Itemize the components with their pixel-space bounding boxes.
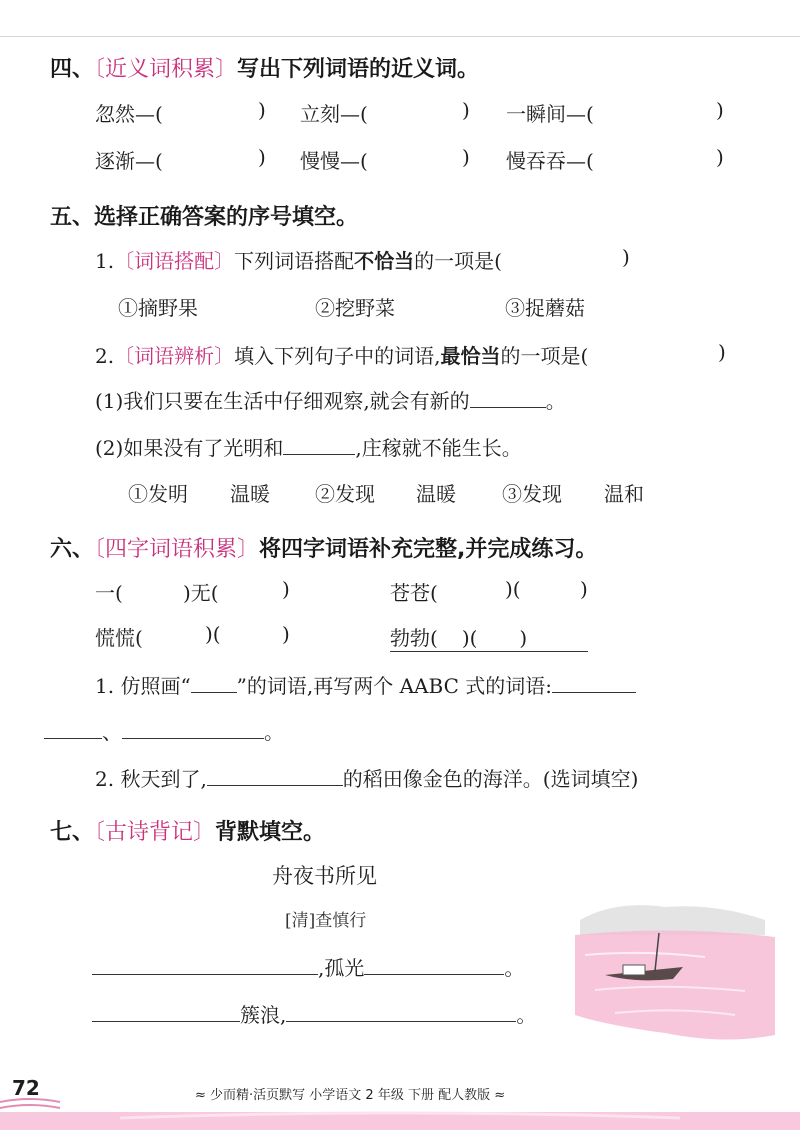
poem-title: 舟夜书所见 <box>272 864 377 888</box>
q-bold: 最恰当 <box>440 344 501 368</box>
q-bold: 不恰当 <box>354 249 415 273</box>
q-text: 填入下列句子中的词语, <box>234 344 441 368</box>
fill-blank[interactable] <box>552 672 636 693</box>
poem-line-1 <box>92 952 524 981</box>
sentence-end: ,庄稼就不能生长。 <box>355 436 522 460</box>
q-text: 下列词语搭配 <box>234 249 355 273</box>
q-text: 2. 秋天到了, <box>95 767 207 791</box>
boat-illustration <box>575 895 775 1045</box>
synonym-item: 忽然—( <box>95 102 163 126</box>
section5-number: 五、 <box>50 205 95 230</box>
idiom-part: ) <box>282 622 290 646</box>
q-tag: 〔词语搭配〕 <box>114 249 235 273</box>
paren-close: ) <box>258 98 266 122</box>
fill-blank[interactable] <box>92 1001 240 1022</box>
idiom-part: )( <box>205 622 221 646</box>
q-number: 2. <box>95 344 115 368</box>
word: 慢慢 <box>300 149 340 173</box>
fill-blank[interactable] <box>470 387 546 408</box>
fill-blank[interactable] <box>286 1001 516 1022</box>
paren-close: ) <box>462 145 470 169</box>
idiom-part: 一( <box>95 581 123 605</box>
fill-blank[interactable] <box>364 954 504 975</box>
footer-text: ≈ 少而精·活页默写 小学语文 2 年级 下册 配人教版 ≈ <box>195 1088 506 1103</box>
poem-text: ,孤光 <box>318 956 365 980</box>
section6-heading <box>50 532 597 563</box>
fill-blank[interactable] <box>92 954 318 975</box>
idiom-part: 苍苍( <box>390 581 438 605</box>
answer-paren-close: ) <box>718 340 726 364</box>
sentence-text: (2)如果没有了光明和 <box>95 436 284 460</box>
option: ①发明 <box>128 482 188 506</box>
top-rule <box>0 36 800 37</box>
fill-blank[interactable] <box>191 672 237 693</box>
idiom-part: )无( <box>183 581 219 605</box>
section6-tag: 〔四字词语积累〕 <box>94 537 260 562</box>
idiom-part: 勃勃( <box>390 626 438 650</box>
idiom-part: )( <box>505 577 521 601</box>
question-5-1 <box>95 245 502 274</box>
idiom-part: ) <box>282 577 290 601</box>
paren-close: ) <box>462 98 470 122</box>
period: 。 <box>264 720 284 744</box>
word: 慢吞吞 <box>506 149 566 173</box>
q-text-end: 的一项是( <box>414 249 502 273</box>
word: 立刻 <box>300 102 340 126</box>
option-word: 温暖 <box>230 482 270 506</box>
option: ②挖野菜 <box>315 296 395 320</box>
page-number: 72 <box>12 1076 40 1100</box>
sentence-2 <box>95 432 522 461</box>
option: ②发现 <box>315 482 375 506</box>
wave-line <box>0 1105 60 1108</box>
period: 。 <box>504 956 525 980</box>
q-tag: 〔词语辨析〕 <box>114 344 235 368</box>
synonym-item: 一瞬间—( <box>506 102 594 126</box>
period: 。 <box>516 1003 537 1027</box>
answer-paren-close: ) <box>622 245 630 269</box>
synonym-item: 慢吞吞—( <box>506 149 594 173</box>
paren-close: ) <box>258 145 266 169</box>
synonym-item: 立刻—( <box>300 102 368 126</box>
q-text: 的稻田像金色的海洋。(选词填空) <box>342 767 639 791</box>
idiom-part: )( <box>461 626 478 650</box>
poem-text: 簇浪, <box>240 1003 287 1027</box>
question-6-1-cont <box>44 716 284 745</box>
idiom-part: 慌慌( <box>95 626 143 650</box>
idiom-part: ) <box>580 577 588 601</box>
boat-cabin <box>623 965 645 975</box>
q-number: 1. <box>95 249 115 273</box>
section4-number: 四、 <box>50 57 95 82</box>
section7-tag: 〔古诗背记〕 <box>94 820 216 845</box>
option: ③捉蘑菇 <box>505 296 585 320</box>
idiom-part: ) <box>519 626 528 650</box>
separator: 、 <box>102 720 122 744</box>
fill-blank[interactable] <box>122 718 264 739</box>
section6-title: 将四字词语补充完整,并完成练习。 <box>259 537 598 562</box>
paren-close: ) <box>716 145 724 169</box>
option: ③发现 <box>502 482 562 506</box>
question-6-2 <box>95 763 638 792</box>
fill-blank[interactable] <box>283 434 355 455</box>
fill-blank[interactable] <box>44 718 102 739</box>
section7-heading <box>50 815 325 846</box>
q-text-end: 的一项是( <box>500 344 589 368</box>
underlined-idiom <box>390 622 588 652</box>
question-5-2 <box>95 340 588 369</box>
pink-band <box>0 1112 800 1130</box>
word: 逐渐 <box>95 149 135 173</box>
question-6-1 <box>95 670 636 699</box>
section4-tag: 〔近义词积累〕 <box>94 57 238 82</box>
option: ①摘野果 <box>118 296 198 320</box>
option-word: 温暖 <box>416 482 456 506</box>
section7-number: 七、 <box>50 820 95 845</box>
poem-author: [清]查慎行 <box>285 911 367 931</box>
poem-line-2 <box>92 999 536 1028</box>
q-text: 1. 仿照画“ <box>95 674 191 698</box>
section5-heading <box>50 200 358 231</box>
water-shape <box>575 930 775 1039</box>
paren-close: ) <box>716 98 724 122</box>
word: 忽然 <box>95 102 135 126</box>
synonym-item: 逐渐—( <box>95 149 163 173</box>
fill-blank[interactable] <box>207 765 343 786</box>
section4-title: 写出下列词语的近义词。 <box>237 57 480 82</box>
section4-heading <box>50 52 479 83</box>
sentence-text: (1)我们只要在生活中仔细观察,就会有新的 <box>95 389 470 413</box>
sentence-end: 。 <box>545 389 566 413</box>
synonym-item: 慢慢—( <box>300 149 368 173</box>
section7-title: 背默填空。 <box>215 820 326 845</box>
section6-number: 六、 <box>50 537 95 562</box>
option-word: 温和 <box>604 482 644 506</box>
section5-title: 选择正确答案的序号填空。 <box>94 205 359 230</box>
q-text: ”的词语,再写两个 AABC 式的词语: <box>236 674 552 698</box>
sentence-1 <box>95 385 566 414</box>
word: 一瞬间 <box>506 102 566 126</box>
